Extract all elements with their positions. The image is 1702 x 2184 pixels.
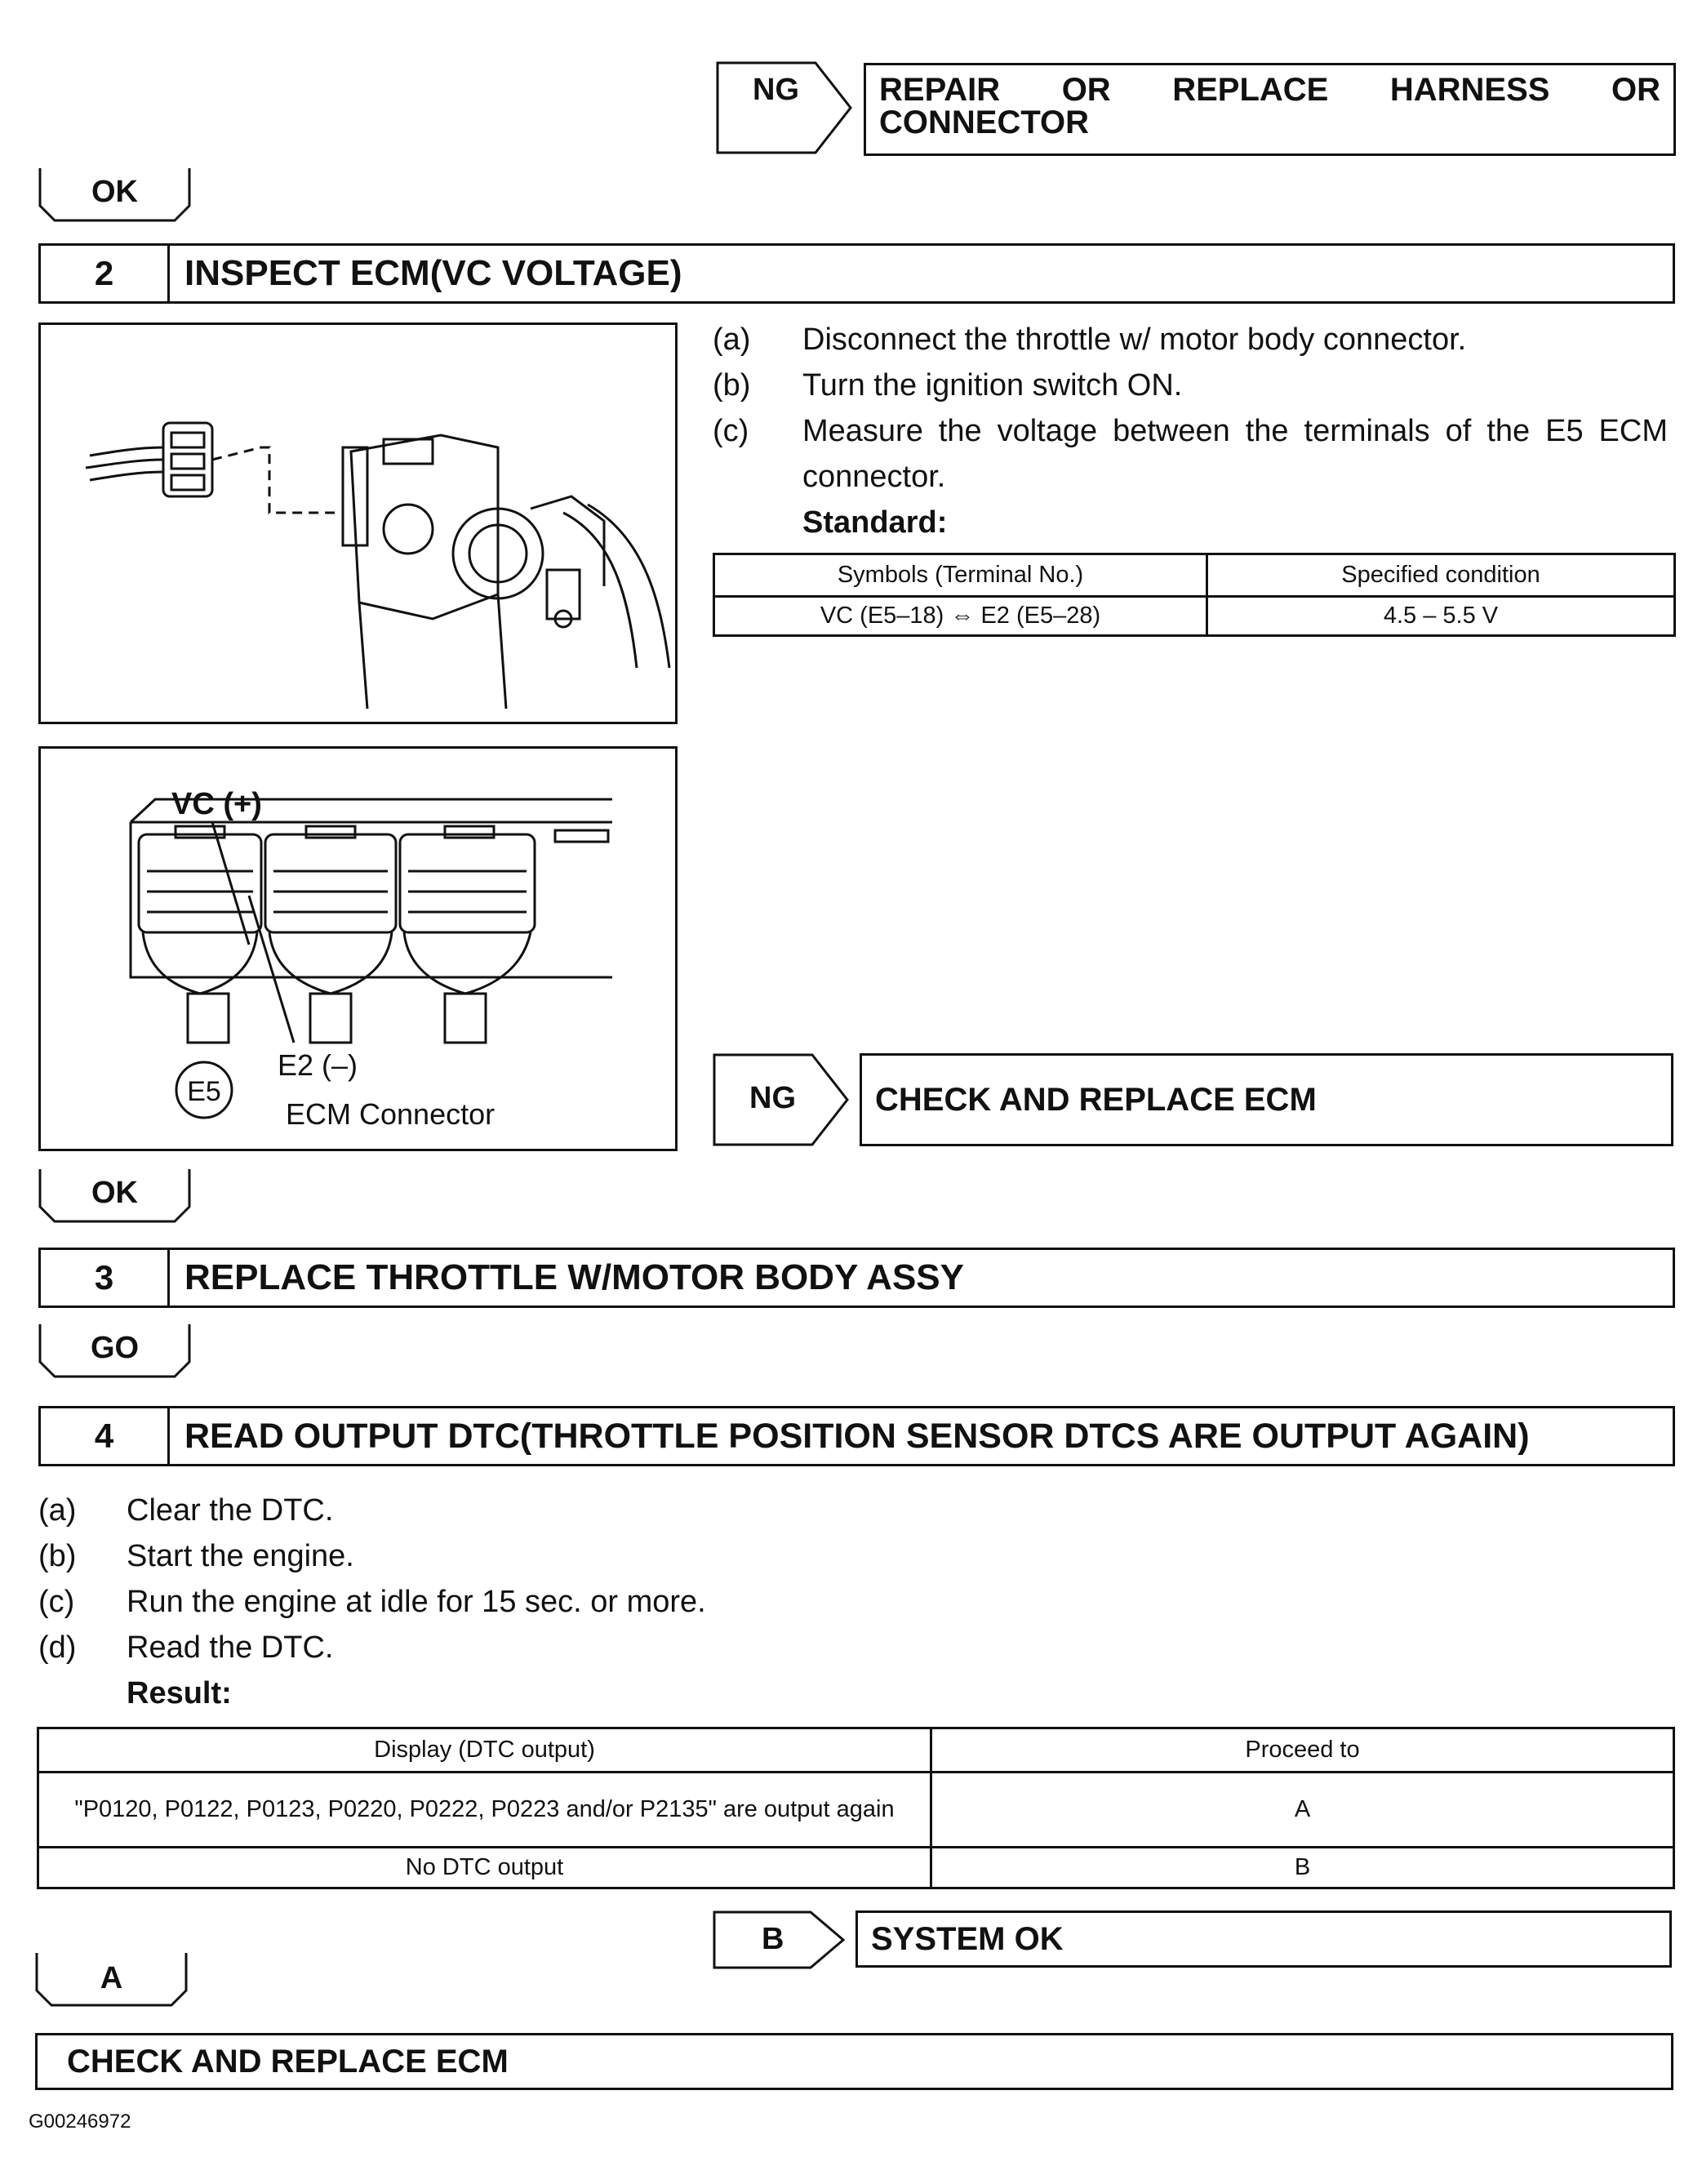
table-header: Display (DTC output): [38, 1728, 931, 1773]
b-branch-result: [855, 1910, 1672, 1968]
final-action-text: CHECK AND REPLACE ECM: [67, 2043, 509, 2079]
step-2-ng-result: [860, 1053, 1673, 1146]
a-tab-label: A: [100, 1961, 123, 1995]
ecm-connector-figure: [38, 746, 678, 1151]
step-4-title: READ OUTPUT DTC(THROTTLE POSITION SENSOR DTCS ARE OUTPUT AGAIN): [184, 1416, 1530, 1456]
table-header: Proceed to: [931, 1728, 1674, 1773]
step-4-header: [38, 1406, 1675, 1466]
figure-code: G00246972: [29, 2111, 131, 2133]
table-cell: A: [931, 1773, 1674, 1848]
instruction-label: (a): [713, 322, 751, 357]
step-2-ng-label: NG: [749, 1081, 796, 1115]
ok-tab-2: [38, 1168, 191, 1223]
table-cell: "P0120, P0122, P0123, P0220, P0222, P0223 and/or P2135" are output again: [38, 1773, 931, 1848]
instruction-text: Start the engine.: [127, 1539, 354, 1573]
table-cell: 4.5 – 5.5 V: [1207, 597, 1675, 636]
top-ng-label: NG: [753, 73, 799, 107]
top-ng-result: [864, 63, 1676, 156]
standard-label: Standard:: [802, 505, 948, 540]
table-header-row: [714, 554, 1675, 597]
ok-tab-2-label: OK: [91, 1176, 138, 1210]
instruction-label: (c): [38, 1585, 75, 1619]
table-row: [714, 597, 1675, 636]
instruction-b: [713, 363, 1676, 408]
instruction-a: [38, 1488, 1018, 1533]
step-2-header: [38, 243, 1675, 304]
table-header-row: [38, 1728, 1674, 1773]
result-label: Result:: [127, 1676, 232, 1710]
connector-id-badge: E5: [187, 1076, 221, 1107]
connector-caption: ECM Connector: [286, 1097, 495, 1131]
instruction-text: Run the engine at idle for 15 sec. or more.: [127, 1585, 706, 1619]
instruction-text: Measure the voltage between the terminals of the E5 ECM connector.: [802, 414, 1668, 494]
ecm-connector-illustration: [41, 749, 675, 1149]
throttle-body-illustration: [41, 325, 675, 722]
table-row: [38, 1773, 1674, 1848]
step-3-number: 3: [41, 1250, 170, 1306]
table-header: Specified condition: [1207, 554, 1675, 597]
step-2-spec-table: [713, 553, 1676, 637]
table-header: Symbols (Terminal No.): [714, 554, 1207, 597]
step-3-header: [38, 1248, 1675, 1308]
step-3-title: REPLACE THROTTLE W/MOTOR BODY ASSY: [184, 1257, 965, 1297]
b-branch-arrow: [713, 1910, 851, 1969]
table-row: [38, 1848, 1674, 1888]
throttle-body-figure: [38, 322, 678, 724]
instruction-a: [713, 317, 1676, 363]
step-2-title: INSPECT ECM(VC VOLTAGE): [184, 253, 682, 293]
instruction-label: (c): [713, 414, 749, 448]
top-ng-result-text: REPAIR OR REPLACE HARNESS OR CONNECTOR: [879, 72, 1660, 140]
go-tab: [38, 1323, 191, 1378]
instruction-label: (b): [38, 1539, 77, 1573]
final-action-box: [35, 2033, 1673, 2090]
step-2-instructions: [713, 317, 1676, 545]
instruction-label: (d): [38, 1630, 77, 1665]
b-branch-result-text: SYSTEM OK: [871, 1920, 1064, 1957]
step-2-ng-result-text: CHECK AND REPLACE ECM: [875, 1081, 1317, 1118]
instruction-text: Read the DTC.: [127, 1630, 334, 1665]
step-4-number: 4: [41, 1408, 170, 1464]
instruction-d: [38, 1625, 1018, 1670]
instruction-text: Clear the DTC.: [127, 1493, 334, 1528]
ok-tab-1-label: OK: [91, 175, 138, 209]
table-cell: VC (E5–18) ⇔ E2 (E5–28): [714, 597, 1207, 636]
step-2-ng-arrow: [713, 1053, 851, 1147]
vc-label: VC (+): [171, 787, 262, 821]
step-4-instructions: [38, 1488, 1018, 1716]
standard-row: [713, 500, 1676, 545]
instruction-c: [38, 1579, 1018, 1625]
instruction-c: [713, 408, 1676, 500]
table-cell: B: [931, 1848, 1674, 1888]
ok-tab-1: [38, 167, 191, 222]
top-ng-arrow: [716, 61, 855, 155]
instruction-text: Turn the ignition switch ON.: [802, 368, 1183, 403]
instruction-label: (b): [713, 368, 751, 403]
b-branch-label: B: [762, 1922, 784, 1956]
instruction-label: (a): [38, 1493, 77, 1528]
instruction-text: Disconnect the throttle w/ motor body connector.: [802, 322, 1467, 357]
instruction-b: [38, 1533, 1018, 1579]
step-4-result-table: [37, 1727, 1675, 1889]
e2-label: E2 (–): [278, 1048, 358, 1082]
go-tab-label: GO: [90, 1331, 140, 1365]
a-tab: [35, 1951, 188, 2007]
step-2-number: 2: [41, 246, 170, 301]
table-cell: No DTC output: [38, 1848, 931, 1888]
result-row: [38, 1670, 1018, 1716]
